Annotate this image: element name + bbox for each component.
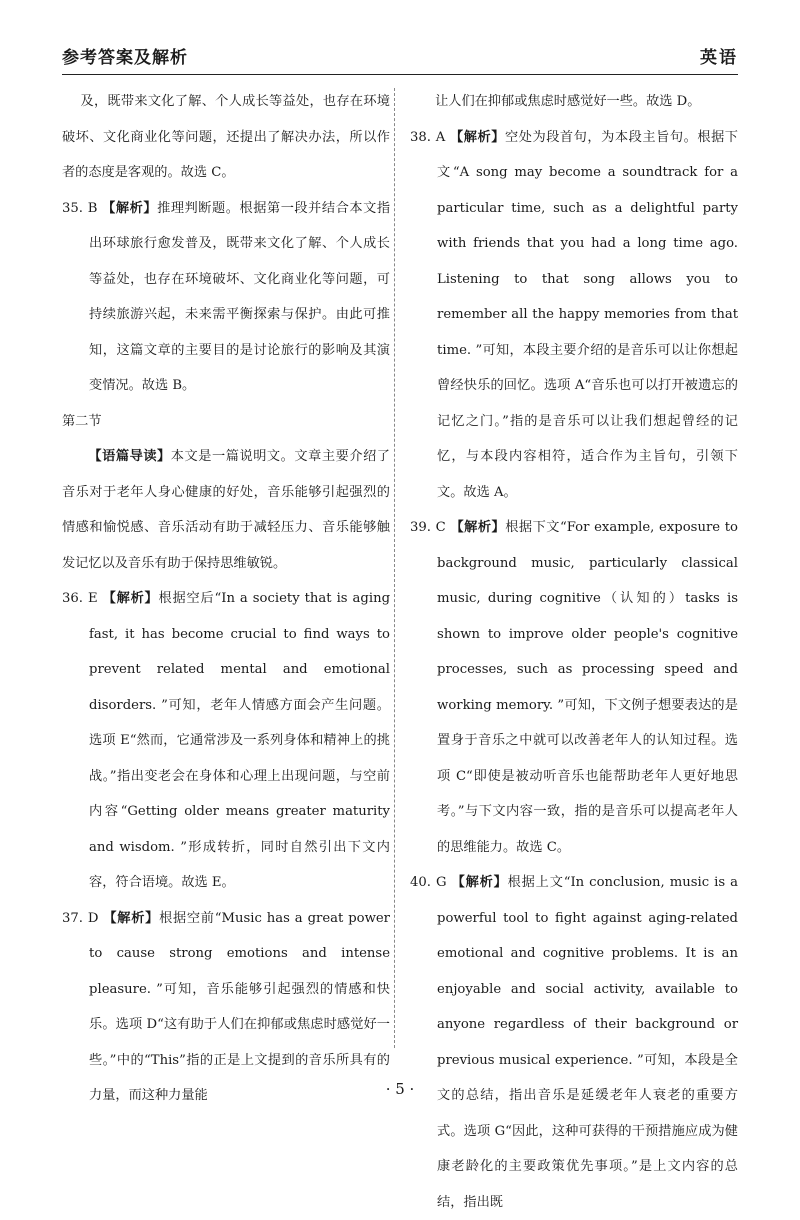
header-title: 参考答案及解析 (62, 48, 188, 68)
answer-35 (62, 191, 390, 404)
answer-36 (62, 581, 390, 901)
header-subject: 英语 (700, 48, 738, 68)
analysis-tag: 【解析】 (103, 910, 160, 926)
page-header (62, 40, 738, 75)
question-number: 39. C (410, 520, 446, 535)
answer-38 (410, 120, 738, 511)
answer-explanation: 根据空前“Music has a great power to cause strong emotions and intense pleasure. ”可知，音乐能够引起强烈的情感和快乐。选项 D“这有助于人们在抑郁或焦虑时感觉好一些。”中的“This”指的正是上文提到的音乐所具有的力量，而这种力量能 (89, 910, 390, 1103)
page-number: · 5 · (385, 1080, 415, 1098)
answer-explanation: 根据下文“For example, exposure to background music, particularly classical music, during cognitive（认知的）tasks is shown to improve older people's cognitive processes, such as processing speed and working memory. ”可知，下文例子想要表达的是置身于音乐之中就可以改善老年人的认知过程。选项 C“即使是被动听音乐也能帮助老年人更好地思考。”与下文内容一致，指的是音乐可以提高老年人的思维能力。故选 C。 (437, 520, 738, 855)
paragraph-continued: 让人们在抑郁或焦虑时感觉好一些。故选 D。 (435, 94, 701, 109)
paragraph-continued: 及，既带来文化了解、个人成长等益处，也存在环境破坏、文化商业化等问题，还提出了解决办法，所以作者的态度是客观的。故选 C。 (62, 94, 390, 180)
answer-explanation: 根据空后“In a society that is aging fast, it has become crucial to find ways to prevent related mental and emotional disorders. ”可知，老年人情感方面会产生问题。选项 E“然而，它通常涉及一系列身体和精神上的挑战。”指出变老会在身体和心理上出现问题，与空前内容“Getting older means greater maturity and wisdom. ”形成转折，同时自然引出下文内容，符合语境。故选 E。 (89, 591, 391, 890)
question-number: 37. D (62, 910, 99, 926)
answer-40 (410, 865, 738, 1220)
question-number: 36. E (62, 591, 98, 606)
question-number: 38. A (410, 129, 446, 145)
section-heading: 第二节 (62, 413, 102, 429)
left-column (62, 84, 390, 1114)
answer-explanation: 推理判断题。根据第一段并结合本文指出环球旅行愈发普及，既带来文化了解、个人成长等益处，也存在环境破坏、文化商业化等问题，可持续旅游兴起，未来需平衡探索与保护。由此可推知，这篇文章的主要目的是讨论旅行的影响及其演变情况。故选 B。 (89, 200, 391, 393)
guide-text: 本文是一篇说明文。文章主要介绍了音乐对于老年人身心健康的好处，音乐能够引起强烈的情感和愉悦感、音乐活动有助于减轻压力、音乐能够触发记忆以及音乐有助于保持思维敏锐。 (62, 449, 390, 571)
answer-explanation: 根据上文“In conclusion, music is a powerful tool to fight against aging-related emotional and cognitive problems. It is an enjoyable and social activity, available to anyone regardless of their background or previous musical experience. ”可知，本段是全文的总结，指出音乐是延缓老年人衰老的重要方式。选项 G“因此，这种可获得的干预措施应成为健康老龄化的主要政策优先事项。”是上文内容的总结，指出既 (437, 875, 738, 1210)
guide-tag: 【语篇导读】 (88, 449, 171, 464)
answer-explanation: 空处为段首句，为本段主旨句。根据下文“A song may become a soundtrack for a particular time, such as a delightful party with friends that you had a long time ago. Listening to that song allows you to remember all the happy memories from that time. ”可知，本段主要介绍的是音乐可以让你想起曾经快乐的回忆。选项 A“音乐也可以打开被遗忘的记忆之门。”指的是音乐可以让我们想起曾经的记忆，与本段内容相符，适合作为主旨句，引领下文。故选 A。 (437, 129, 738, 500)
question-number: 40. G (410, 875, 447, 890)
analysis-tag: 【解析】 (450, 520, 506, 535)
analysis-tag: 【解析】 (102, 200, 158, 216)
analysis-tag: 【解析】 (451, 875, 508, 890)
analysis-tag: 【解析】 (450, 129, 505, 145)
passage-guide (62, 439, 390, 581)
column-divider (394, 88, 395, 1048)
answer-39 (410, 510, 738, 865)
question-number: 35. B (62, 200, 98, 216)
analysis-tag: 【解析】 (102, 591, 159, 606)
right-column (410, 84, 738, 1220)
